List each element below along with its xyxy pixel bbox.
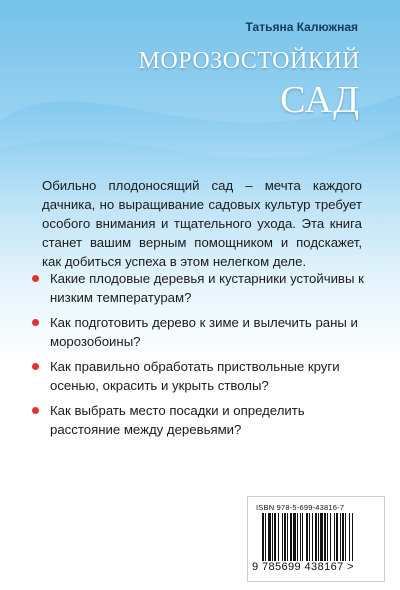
question-list bbox=[32, 270, 372, 446]
question-text: Как подготовить дерево к зиме и вылечить раны и морозобоины? bbox=[50, 315, 358, 349]
question-item bbox=[32, 402, 372, 439]
title-line-2: САД bbox=[280, 79, 360, 121]
title-line-1: МОРОЗОСТОЙКИЙ bbox=[138, 48, 360, 74]
question-text: Как правильно обработать приствольные круги осенью, окрасить и укрыть стволы? bbox=[50, 359, 340, 393]
question-text: Какие плодовые деревья и кустарники устойчивы к низким температурам? bbox=[50, 271, 364, 305]
barcode-icon bbox=[262, 513, 376, 561]
red-bullet-icon bbox=[32, 275, 39, 282]
red-bullet-icon bbox=[32, 363, 39, 370]
blurb-paragraph: Обильно плодоносящий сад – мечта каждого дачника, но выращивание садовых культур требует особого внимания и тщательного ухода. Эта книга станет вашим верным помощником и подскажет, как добиться успеха в этом нелегком деле. bbox=[42, 178, 362, 269]
red-bullet-icon bbox=[32, 407, 39, 414]
barcode-digits: 9 785699 438167 > bbox=[252, 561, 354, 573]
question-text: Как выбрать место посадки и определить расстояние между деревьями? bbox=[50, 403, 305, 437]
barcode-panel bbox=[247, 496, 385, 582]
red-bullet-icon bbox=[32, 319, 39, 326]
author-name: Татьяна Калюжная bbox=[245, 20, 358, 34]
question-item bbox=[32, 358, 372, 395]
question-item bbox=[32, 314, 372, 351]
isbn-label: ISBN 978-5-699-43816-7 bbox=[256, 503, 345, 512]
question-item bbox=[32, 270, 372, 307]
